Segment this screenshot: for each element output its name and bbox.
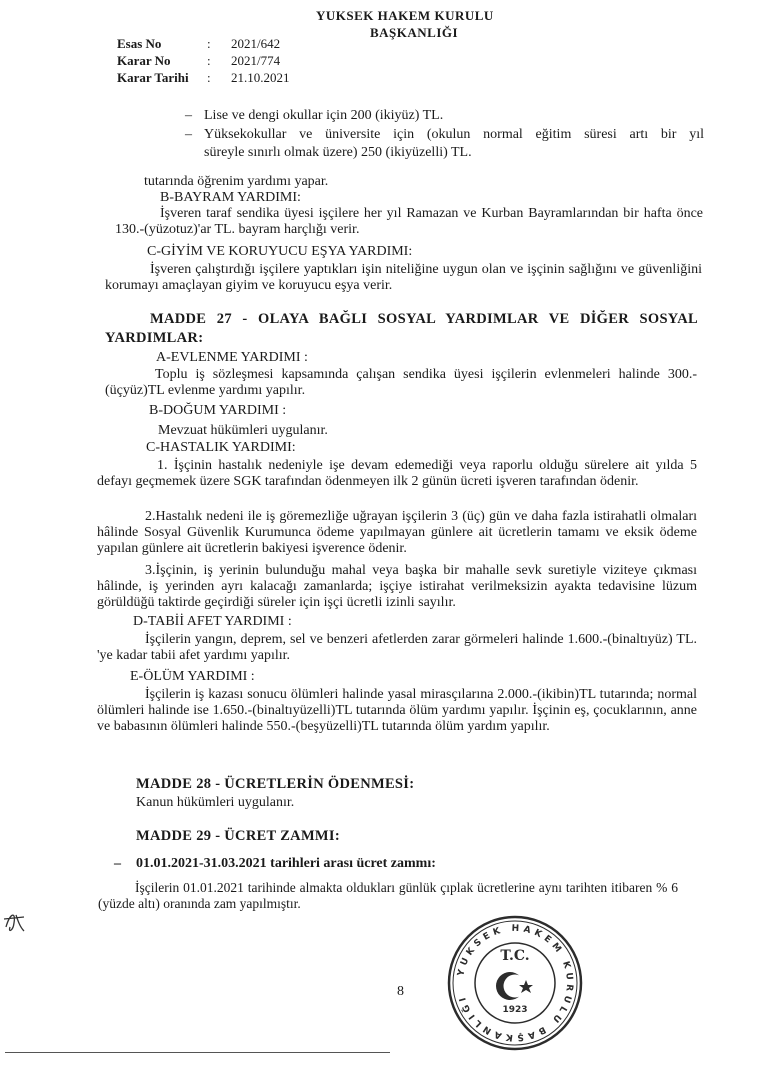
hastalik-title: C-HASTALIK YARDIMI: — [146, 440, 296, 455]
karar-value: 2021/774 — [231, 53, 281, 68]
bayram-title: B-BAYRAM YARDIMI: — [160, 190, 301, 205]
institution-name: YUKSEK HAKEM KURULU — [316, 8, 494, 23]
bottom-rule — [5, 1052, 390, 1053]
esas-label: Esas No — [117, 36, 162, 51]
page-number: 8 — [397, 984, 404, 999]
giyim-title: C-GİYİM VE KORUYUCU EŞYA YARDIMI: — [147, 244, 413, 259]
hastalik-item-3: 3.İşçinin, iş yerinin bulunduğu mahal veya başka bir mahalle sevk suretiyle viziteye çıkması hâlinde, iş yerinden ayrı kalacağı zamanlarda; işçiye istirahat verilmeksizin ayakta tedavisine lüzum görüldüğü taktirde geçirdiği süreler için işçi ücretli izinli sayılır. — [97, 563, 697, 610]
dogum-text: Mevzuat hükümleri uygulanır. — [158, 423, 328, 438]
bullet-dash: – — [185, 127, 192, 142]
yuksekokul-line1: Yüksekokullar ve üniversite için (okulun normal eğitim süresi artı bir yıl — [204, 127, 704, 142]
lise-line: Lise ve dengi okullar için 200 (ikiyüz) TL. — [204, 108, 444, 123]
ogrenim-tutar-line: tutarında öğrenim yardımı yapar. — [144, 174, 329, 189]
zam-text: İşçilerin 01.01.2021 tarihinde almakta oldukları günlük çıplak ücretlerine aynı tarihten itibaren % 6 (yüzde altı) oranında zam yapılmıştır. — [98, 880, 678, 911]
signature-initial — [2, 905, 28, 937]
zam-period: 01.01.2021-31.03.2021 tarihleri arası ücret zammı: — [136, 856, 436, 871]
dogum-title: B-DOĞUM YARDIMI : — [149, 403, 287, 418]
hastalik-item-1: 1. İşçinin hastalık nedeniyle işe devam edemediği veya raporlu olduğu sürelere ait yılda 5 defayı geçmemek üzere SGK tarafından ödenmeyen ilk 2 günün ücreti işveren tarafından ödenir. — [97, 458, 697, 489]
yuksekokul-line2: süreyle sınırlı olmak üzere) 250 (ikiyüzelli) TL. — [204, 145, 472, 160]
esas-value: 2021/642 — [231, 36, 281, 51]
madde-28-heading: MADDE 28 - ÜCRETLERİN ÖDENMESİ: — [136, 776, 415, 792]
madde-27-heading-cont: YARDIMLAR: — [105, 330, 204, 346]
seal-year: 1923 — [502, 1005, 528, 1015]
seal-center-text: T.C. — [500, 948, 530, 964]
afet-text: İşçilerin yangın, deprem, sel ve benzeri afetlerden zarar görmeleri halinde 1.600.-(binaltıyüz) TL. 'ye kadar tabii afet yardımı yapılır. — [97, 632, 697, 663]
institution-subtitle: BAŞKANLIĞI — [370, 25, 459, 40]
madde-27-heading: MADDE 27 - OLAYA BAĞLI SOSYAL YARDIMLAR VE DİĞER SOSYAL — [150, 311, 698, 327]
esas-colon: : — [207, 36, 211, 51]
evlenme-text: Toplu iş sözleşmesi kapsamında çalışan sendika üyesi işçilerin evlenmeleri halinde 300.-(üçyüz)TL evlenme yardımı yapılır. — [105, 367, 697, 398]
evlenme-title: A-EVLENME YARDIMI : — [156, 350, 308, 365]
hastalik-item-2: 2.Hastalık nedeni ile iş göremezliğe uğrayan işçilerin 3 (üç) gün ve daha fazla istirahatli olmaları hâlinde Sosyal Güvenlik Kurumunca ödeme yapılmayan günlere ait ücretlerin tamamı ve eksik ödeme yapılan günlere ait ücretlerin bakiyesi işverence ödenir. — [97, 509, 697, 556]
afet-title: D-TABİİ AFET YARDIMI : — [133, 614, 292, 629]
giyim-text: İşveren çalıştırdığı işçilere yaptıkları işin niteliğine uygun olan ve işçinin sağlığını ve güvenliğini korumayı amaçlayan giyim ve koruyucu eşya verir. — [105, 262, 702, 293]
tarih-value: 21.10.2021 — [231, 70, 290, 85]
olum-text: İşçilerin iş kazası sonucu ölümleri halinde yasal mirasçılarına 2.000.-(ikibin)TL tutarında; normal ölümleri halinde ise 1.650.-(binaltıyüzelli)TL tutarında ölüm yardımı yapılır. İşçinin eş, çocuklarının, anne ve babasının ölümleri halinde 550.-(beşyüzelli)TL tutarında ölüm yardım yapılır. — [97, 687, 697, 734]
bullet-dash: – — [114, 856, 121, 871]
madde-28-text: Kanun hükümleri uygulanır. — [136, 795, 295, 810]
seal-ring-text: YUKSEK HAKEM KURULU BAŞKANLIĞI — [456, 923, 575, 1043]
tarih-colon: : — [207, 70, 211, 85]
bayram-text: İşveren taraf sendika üyesi işçilere her yıl Ramazan ve Kurban Bayramlarından bir hafta önce 130.-(yüzotuz)'ar TL. bayram harçlığı verir. — [115, 206, 703, 237]
olum-title: E-ÖLÜM YARDIMI : — [130, 669, 255, 684]
tarih-label: Karar Tarihi — [117, 70, 189, 85]
official-seal — [440, 908, 590, 1058]
bullet-dash: – — [185, 108, 192, 123]
karar-colon: : — [207, 53, 211, 68]
karar-label: Karar No — [117, 53, 171, 68]
madde-29-heading: MADDE 29 - ÜCRET ZAMMI: — [136, 828, 340, 844]
